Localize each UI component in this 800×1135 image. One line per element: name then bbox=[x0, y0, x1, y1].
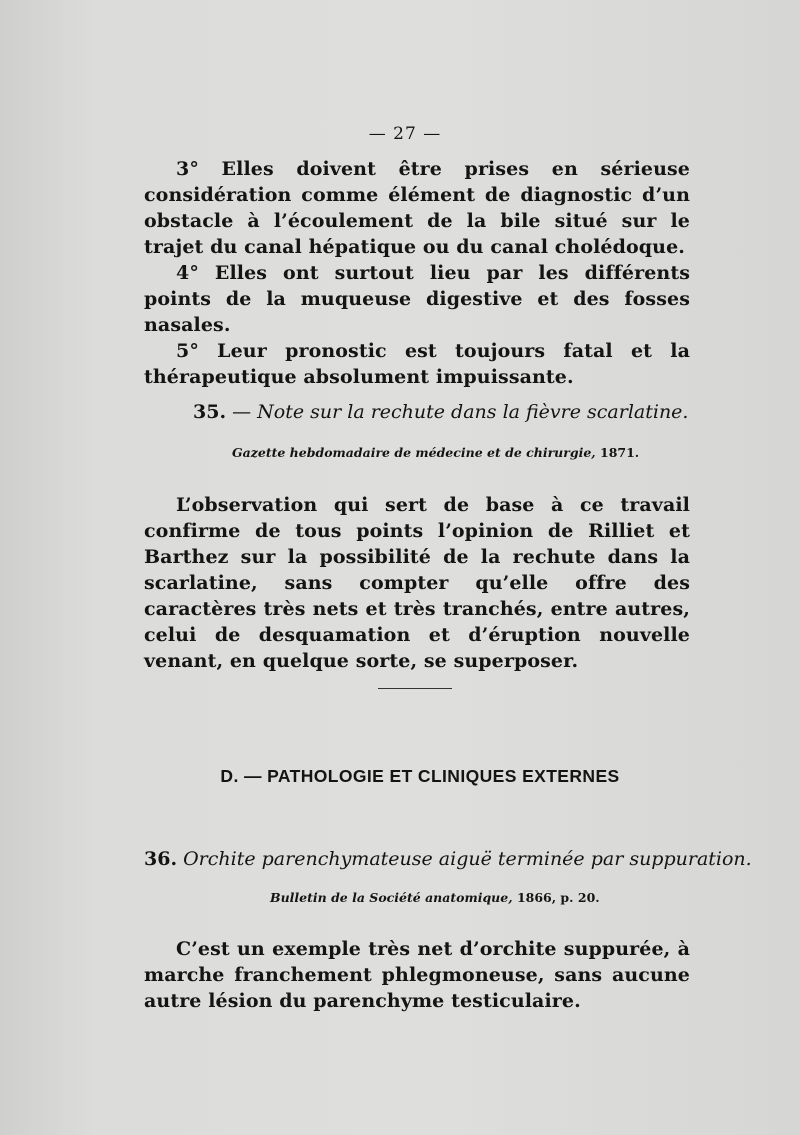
paragraph-point-3-text: 3° Elles doivent être prises en sérieuse considération comme élément de diagnostic d’un obstacle à l’écoulement de la bile situé sur le trajet du canal hépatique ou du canal cholédoque. bbox=[144, 158, 690, 258]
page-number: — 27 — bbox=[368, 124, 442, 144]
entry-35-paragraph bbox=[144, 492, 690, 674]
entry-35-title bbox=[193, 399, 688, 425]
paragraph-point-4-text: 4° Elles ont surtout lieu par les différents points de la muqueuse digestive et des fosses nasales. bbox=[144, 262, 690, 336]
entry-35-dash: — bbox=[232, 401, 252, 423]
entry-36-title-text: Orchite parenchymateuse aiguë terminée par suppuration. bbox=[183, 848, 752, 870]
entry-36-paragraph bbox=[144, 936, 690, 1014]
section-heading: D. — PATHOLOGIE ET CLINIQUES EXTERNES bbox=[220, 766, 620, 786]
entry-35-number: 35. bbox=[193, 401, 227, 423]
entry-35-body bbox=[144, 492, 690, 674]
entry-36-body bbox=[144, 936, 690, 1014]
entry-35-title-text: Note sur la rechute dans la fièvre scarlatine. bbox=[257, 401, 689, 423]
entry-35-citation bbox=[232, 445, 639, 460]
top-paragraphs bbox=[144, 156, 690, 390]
entry-36-year: 1866, p. 20. bbox=[516, 890, 600, 905]
entry-35-body-text: L’observation qui sert de base à ce travail confirme de tous points l’opinion de Rilliet et Barthez sur la possibilité de la rechute dans la scarlatine, sans compter qu’elle offre des caractères très nets et très tranchés, entre autres, celui de desquamation et d’éruption nouvelle venant, en quelque sorte, se superposer. bbox=[144, 494, 690, 672]
entry-35-citation-text: Gazette hebdomadaire de médecine et de chirurgie, bbox=[232, 445, 596, 460]
entry-36-body-text: C’est un exemple très net d’orchite suppurée, à marche franchement phlegmoneuse, sans aucune autre lésion du parenchyme testiculaire. bbox=[144, 938, 690, 1012]
entry-36-number: 36. bbox=[144, 848, 178, 870]
paragraph-point-5-text: 5° Leur pronostic est toujours fatal et la thérapeutique absolument impuissante. bbox=[144, 340, 690, 388]
entry-36-citation bbox=[270, 890, 600, 905]
paragraph-point-5 bbox=[144, 338, 690, 390]
entry-36-title bbox=[144, 846, 752, 872]
separator-rule bbox=[378, 688, 452, 689]
entry-36-citation-text: Bulletin de la Société anatomique, bbox=[270, 890, 513, 905]
entry-35-year: 1871. bbox=[600, 445, 640, 460]
paragraph-point-4 bbox=[144, 260, 690, 338]
paragraph-point-3 bbox=[144, 156, 690, 260]
